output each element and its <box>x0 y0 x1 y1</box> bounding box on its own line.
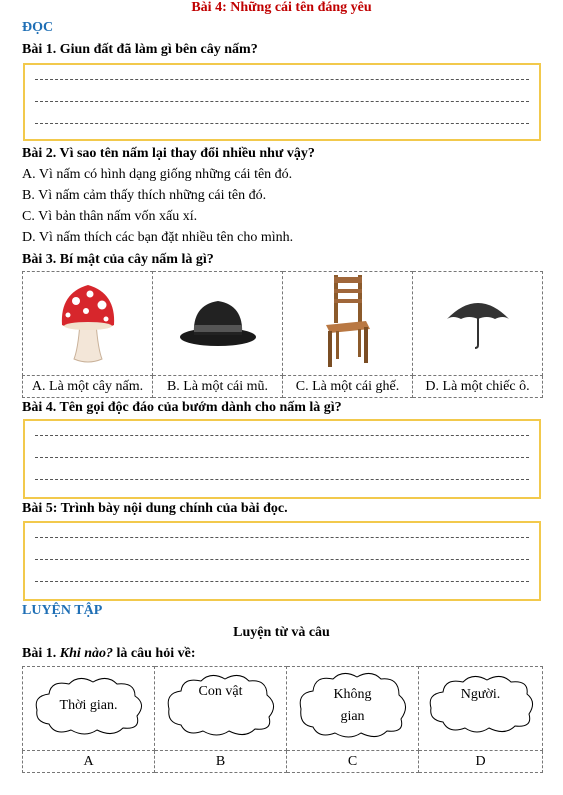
q3-image-cell-c[interactable] <box>283 272 413 376</box>
q3-image-cell-d[interactable] <box>413 272 543 376</box>
q3-image-cell-a[interactable] <box>23 272 153 376</box>
practice-option-c-line2: gian <box>340 709 365 724</box>
q3-options-table <box>22 271 543 398</box>
answer-line <box>35 123 529 124</box>
practice-q1-suffix: là câu hỏi về: <box>113 646 196 661</box>
q3-image-cell-b[interactable] <box>153 272 283 376</box>
umbrella-icon <box>445 293 511 349</box>
cloud-shape-d <box>425 674 537 738</box>
practice-q1-prefix: Bài 1. <box>22 646 60 661</box>
answer-box-4[interactable] <box>23 419 541 499</box>
practice-cloud-cell-b[interactable] <box>155 667 287 751</box>
practice-letter-c[interactable]: C <box>287 751 419 773</box>
mushroom-icon <box>58 279 118 363</box>
page-title: Bài 4: Những cái tên đáng yêu <box>191 0 372 15</box>
cloud-shape-c <box>295 669 411 743</box>
answer-line <box>35 479 529 480</box>
practice-letter-d[interactable]: D <box>419 751 543 773</box>
answer-line <box>35 435 529 436</box>
q2-option-d[interactable]: D. Vì nấm thích các bạn đặt nhiều tên cho mình. <box>22 230 294 245</box>
cloud-shape-b <box>163 671 279 741</box>
cloud-shape-a <box>31 674 147 738</box>
answer-line <box>35 581 529 582</box>
practice-cloud-cell-a[interactable] <box>23 667 155 751</box>
answer-box-1[interactable] <box>23 63 541 141</box>
practice-option-c-label <box>295 669 411 743</box>
practice-question-1 <box>22 646 196 662</box>
q3-option-a[interactable]: A. Là một cây nấm. <box>23 376 153 398</box>
section-practice-heading: LUYỆN TẬP <box>22 603 103 618</box>
q3-option-c[interactable]: C. Là một cái ghế. <box>283 376 413 398</box>
question-1: Bài 1. Giun đất đã làm gì bên cây nấm? <box>22 42 258 57</box>
practice-option-b-label: Con vật <box>198 684 243 699</box>
question-2: Bài 2. Vì sao tên nấm lại thay đổi nhiều như vậy? <box>22 146 315 161</box>
q2-option-b[interactable]: B. Vì nấm cảm thấy thích những cái tên đó. <box>22 188 267 203</box>
q2-option-c[interactable]: C. Vì bản thân nấm vốn xấu xí. <box>22 209 198 224</box>
practice-options-table <box>22 666 543 773</box>
practice-q1-italic: Khi nào? <box>59 646 114 661</box>
subsection-title: Luyện từ và câu <box>233 625 330 640</box>
question-5: Bài 5: Trình bày nội dung chính của bài đọc. <box>22 501 288 516</box>
q3-option-b[interactable]: B. Là một cái mũ. <box>153 376 283 398</box>
answer-line <box>35 79 529 80</box>
practice-letter-a[interactable]: A <box>23 751 155 773</box>
section-read-heading: ĐỌC <box>22 20 54 35</box>
practice-letter-b[interactable]: B <box>155 751 287 773</box>
answer-line <box>35 101 529 102</box>
practice-cloud-cell-c[interactable] <box>287 667 419 751</box>
practice-cloud-cell-d[interactable] <box>419 667 543 751</box>
practice-option-a-label: Thời gian. <box>59 698 118 713</box>
question-3: Bài 3. Bí mật của cây nấm là gì? <box>22 252 214 267</box>
answer-line <box>35 559 529 560</box>
practice-option-c-line1: Không <box>333 687 372 702</box>
answer-line <box>35 537 529 538</box>
chair-icon <box>322 273 374 369</box>
q2-option-a[interactable]: A. Vì nấm có hình dạng giống những cái tên đó. <box>22 167 293 182</box>
q3-option-d[interactable]: D. Là một chiếc ô. <box>413 376 543 398</box>
question-4: Bài 4. Tên gọi độc đáo của bướm dành cho nấm là gì? <box>22 400 342 415</box>
practice-option-d-label: Người. <box>460 687 501 702</box>
hat-icon <box>177 293 259 349</box>
answer-line <box>35 457 529 458</box>
answer-box-5[interactable] <box>23 521 541 601</box>
